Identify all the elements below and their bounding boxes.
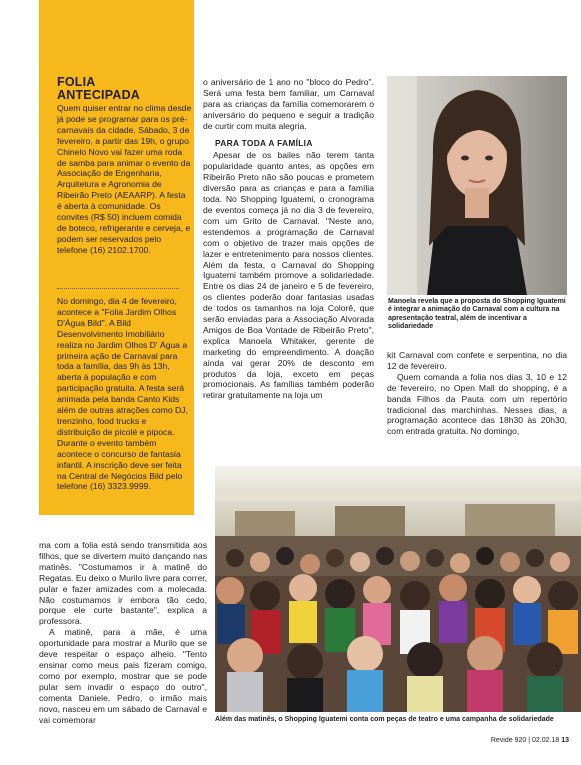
article-paragraph: Quem comanda a folia nos dias 3, 10 e 12 de fevereiro, no Open Mall do shopping, é a banda Filhos da Pauta com um repertório tradicional das marchinhas. Nesses dias, a programação acontece das 18h30 às 20h30, com entrada gratuita. No domingo,	[387, 371, 567, 437]
sidebar-text-1: Quem quiser entrar no clima desde já pode se programar para os pré-carnavais da cidade. Sábado, 3 de fevereiro, a partir das 19h, o grupo Chinelo Novo vai fazer uma roda de samba para animar o evento da Associação de Engenharia, Arquitetura e Agronomia de Ribeirão Preto (AEAARP). A festa é aberta à comunidade. Os convites (R$ 50) incluem comida de boteco, refrigerante e cerveja, e podem ser reservados pelo telefone (16) 2102.1700.	[57, 103, 192, 255]
article-paragraph: A matinê, para a mãe, é uma oportunidade para mostrar a Murilo que se deve respeitar o espaço alheio. "Tento ensinar como meus pais fizeram comigo, como por exemplo, mostrar que se pode pular sem invadir o espaço do outro", comenta Daniele. Pedro, o irmão mais novo, nasceu em um sábado de Carnaval e vai comemorar	[39, 627, 207, 725]
sidebar-text-2: No domingo, dia 4 de fevereiro, acontece a "Folia Jardim Olhos D'Água Bild". A Bild Desenvolvimento Imobiliário realiza no Jardim Olhos D' Água a primeira ação de Carnaval para toda a família, das 9h às 13h, aberta à população e com participação gratuita. A festa será animada pela banda Canto Kids além de outras atrações como DJ, trenzinho, food trucks e distribuição de picolé e pipoca. Durante o evento também acontece o concurso de fantasia infantil. A inscrição deve ser feita na Central de Negócios Bild pelo telefone (16) 3323.9999.	[57, 296, 188, 492]
page-footer: Revide 920 | 02.02.18 13	[490, 737, 569, 744]
crowd-photo	[215, 466, 581, 712]
article-column-middle	[203, 77, 374, 401]
article-paragraph: ma com a folia está sendo transmitida aos filhos, que se divertem muito dançando nas matinês. "Costumamos ir à matinê do Regatas. Eu deixo o Murilo livre para correr, pular e fazer amizades com a molecada. Não costumamos ir embora tão cedo, porque ele curte bastante", explica a professora.	[39, 540, 207, 627]
article-column-left	[39, 540, 207, 725]
issue-date: 02.02.18	[532, 737, 560, 744]
crowd-caption: Além das matinês, o Shopping Iguatemi conta com peças de teatro e uma campanha de solidariedade	[215, 716, 554, 723]
section-subhead: PARA TODA A FAMÍLIA	[215, 137, 313, 148]
sidebar-title	[57, 76, 197, 102]
page-number: 13	[561, 737, 569, 744]
portrait-photo	[387, 76, 567, 295]
article-column-right	[387, 350, 567, 437]
article-paragraph: Apesar de os bailes não terem tanta popularidade quanto antes, as opções em Ribeirão Preto não são poucas e prometem diversão para as crianças e para a família toda. No Shopping Iguatemi, o cronograma de eventos começa já no dia 3 de fevereiro, com um Grito de Carnaval. "Neste ano, estendemos a programação de Carnaval com o objetivo de trazer mais opções de lazer e entretenimento para nossos clientes. Além da festa, o Carnaval do Shopping Iguatemi também promove a solidariedade. Entre os dias 24 de janeiro e 5 de fevereiro, os clientes poderão doar fantasias usadas de todos os tamanhos na loja Colorê, que serão enviadas para a Associação Alvorada Amigos de Boa Vontade de Ribeirão Preto", explica Manoela Whitaker, gerente de marketing do empreendimento. A doação ainda vai gerar 20% de desconto em produtos da loja, exceto em peças promocionais. As famílias também poderão retirar gratuitamente na loja um	[203, 150, 374, 401]
magazine-name: Revide 920	[490, 737, 527, 744]
sidebar-divider	[57, 288, 179, 289]
portrait-caption: Manoela revela que a proposta do Shopping Iguatemi é integrar a animação do Carnaval com a cultura na apresentação teatral, além de incentivar a solidariedade	[388, 298, 566, 331]
sidebar-title-line1: FOLIA	[57, 75, 96, 89]
article-paragraph: o aniversário de 1 ano no "bloco do Pedro". Será uma festa bem familiar, um Carnaval para as crianças da família comemorarem o aniversário do pequeno e seguir a tradição de curtir com muita alegria.	[203, 77, 374, 131]
sidebar-title-line2: ANTECIPADA	[57, 88, 141, 102]
article-paragraph: kit Carnaval com confete e serpentina, no dia 12 de fevereiro.	[387, 350, 567, 371]
